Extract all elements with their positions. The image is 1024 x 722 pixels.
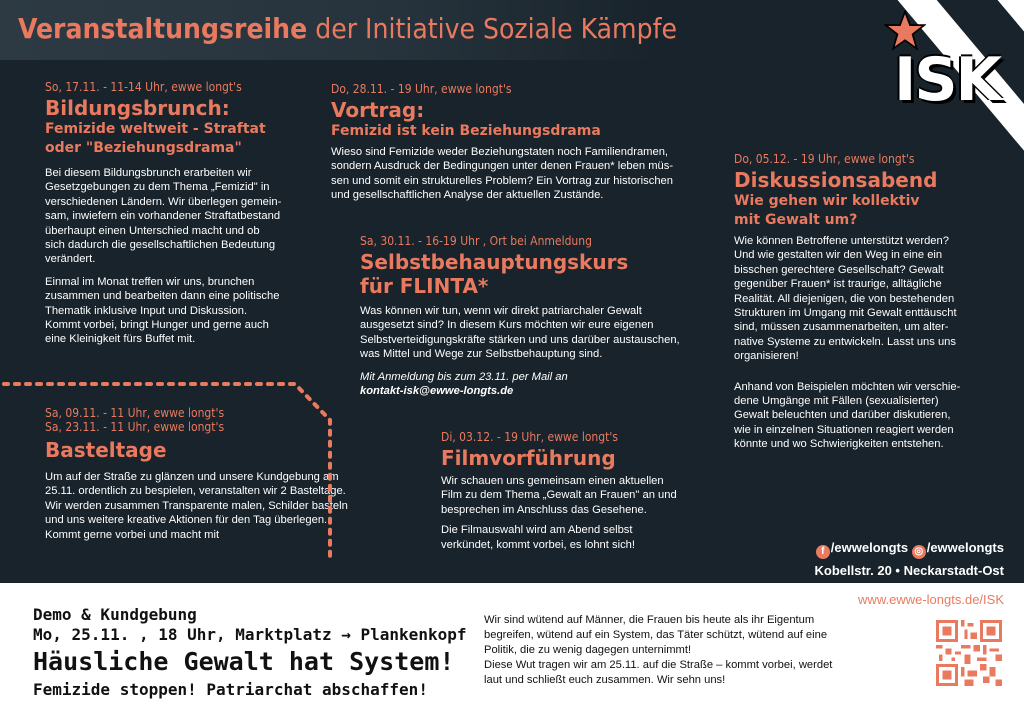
website-link[interactable]: www.ewwe-longts.de/ISK: [858, 592, 1004, 607]
event-title: Filmvorführung: [441, 446, 616, 470]
demo-headline: Häusliche Gewalt hat System!: [33, 647, 455, 676]
facebook-icon: f: [816, 545, 830, 559]
qr-code-icon[interactable]: [936, 620, 1002, 686]
event-subtitle: Wie gehen wir kollektiv mit Gewalt um?: [734, 193, 920, 228]
event-date: Sa, 30.11. - 16-19 Uhr , Ort bei Anmeldung: [360, 234, 592, 248]
event-subtitle: Femizide weltweit - Straftat oder "Beziehungsdrama": [45, 121, 266, 156]
event-subtitle: Femizid ist kein Beziehungsdrama: [331, 123, 601, 139]
isk-logo: ISK: [894, 45, 1001, 115]
event-body: Was können wir tun, wenn wir direkt patriarchaler Gewalt ausgesetzt sind? In diesem Kurs möchten wir eure eigenen Selbstverteidigungskräfte stärken und uns darüber austauschen, was Mittel und Wege zur Selbstbehauptung sind.: [360, 305, 680, 361]
event-date: Sa, 23.11. - 11 Uhr, ewwe longt's: [45, 420, 225, 434]
registration-email[interactable]: kontakt-isk@ewwe-longts.de: [360, 385, 514, 398]
address: Kobellstr. 20 • Neckarstadt-Ost: [814, 563, 1004, 578]
instagram-handle[interactable]: /ewwelongts: [926, 540, 1004, 555]
social-links: [772, 540, 1004, 559]
event-title: Selbstbehauptungskurs für FLINTA*: [360, 250, 629, 298]
contact-block: [772, 540, 1004, 578]
event-title: Bildungsbrunch:: [45, 96, 230, 120]
demo-block: [33, 605, 466, 701]
event-date: Di, 03.12. - 19 Uhr, ewwe longt's: [441, 430, 618, 444]
demo-label: Demo & Kundgebung: [33, 605, 197, 624]
event-body: Die Filmauswahl wird am Abend selbst verkündet, kommt vorbei, es lohnt sich!: [441, 524, 636, 551]
event-body: Einmal im Monat treffen wir uns, brunchen zusammen und bearbeiten dann eine politische Thematik inklusive Input und Diskussion. Kommt vorbei, bringt Hunger und gerne auch eine Kleinigkeit fürs Buffet mit.: [45, 275, 280, 346]
event-title: Basteltage: [45, 438, 167, 462]
registration-note: Mit Anmeldung bis zum 23.11. per Mail an: [360, 370, 568, 383]
event-date: Do, 28.11. - 19 Uhr, ewwe longt's: [331, 82, 512, 96]
event-title: Vortrag:: [331, 98, 425, 122]
event-body: Wieso sind Femizide weder Beziehungstaten noch Familiendramen, sondern Ausdruck der Bedingungen unter denen Frauen* leben müs- sen und somit ein strukturelles Problem? Ein Vortrag zur historischen und gesellschaftlichen Analyse der aktuellen Zustände.: [331, 146, 674, 202]
event-body: Anhand von Beispielen möchten wir verschie- dene Umgänge mit Fällen (sexualisierter) Gewalt beleuchten und darüber diskutieren, wie in einzelnen Situationen reagiert werden könnte und wo Schwierigkeiten entstehen.: [734, 380, 961, 451]
demo-subline: Femizide stoppen! Patriarchat abschaffen!: [33, 680, 428, 699]
event-title: Diskussionsabend: [734, 168, 938, 192]
instagram-icon: ◎: [912, 545, 926, 559]
event-body: Um auf der Straße zu glänzen und unsere Kundgebung am 25.11. ordentlich zu bespielen, veranstalten wir 2 Basteltage. Wir werden zusammen Transparente malen, Schilder basteln und uns weitere kreative Aktionen für den Tag überlegen. Kommt gerne vorbei und macht mit: [45, 471, 348, 541]
event-body: Bei diesem Bildungsbrunch erarbeiten wir Gesetzgebungen zu dem Thema „Femizid" in verschiedenen Ländern. Wir überlegen gemein- sam, inwiefern ein vorhandener Straftatbestand überhaupt einen Unterschied macht und ob sich dadurch die gesellschaftlichen Bedeutung verändert.: [45, 167, 282, 266]
event-date: Sa, 09.11. - 11 Uhr, ewwe longt's: [45, 406, 225, 420]
manifest-text: Wir sind wütend auf Männer, die Frauen bis heute als ihr Eigentum begreifen, wütend auf ein System, das Täter schützt, wütend auf eine Politik, die zu wenig dagegen unternimmt! Diese Wut tragen wir am 25.11. auf die Straße – kommt vorbei, werdet laut und schließt euch zusammen. Wir sehn uns!: [484, 614, 833, 686]
facebook-handle[interactable]: /ewwelongts: [830, 540, 909, 555]
event-body: Wie können Betroffene unterstützt werden? Und wie gestalten wir den Weg in eine ein bisschen gerechtere Gesellschaft? Gewalt gegenüber Frauen* ist traurige, alltägliche Realität. All diejenigen, die von bestehenden Strukturen im Umgang mit Gewalt enttäuscht sind, müssen zusammenarbeiten, um alter- native Systeme zu entwickeln. Lasst uns uns organisieren!: [734, 235, 957, 363]
event-date: Do, 05.12. - 19 Uhr, ewwe longt's: [734, 152, 915, 166]
title-rest: der Initiative Soziale Kämpfe: [315, 12, 677, 45]
event-body: Wir schauen uns gemeinsam einen aktuellen Film zu dem Thema „Gewalt an Frauen" an und besprechen im Anschluss das Gesehene.: [441, 475, 677, 516]
demo-details: Mo, 25.11. , 18 Uhr, Marktplatz → Plankenkopf: [33, 625, 467, 644]
title-bold: Veranstaltungsreihe: [18, 12, 308, 45]
event-date: So, 17.11. - 11-14 Uhr, ewwe longt's: [45, 80, 242, 94]
